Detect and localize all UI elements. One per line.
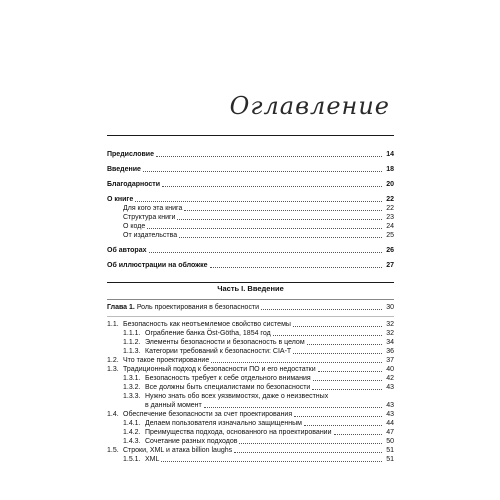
- toc-front-matter: [107, 150, 394, 270]
- toc-entry-acknowledgements[interactable]: [107, 180, 394, 189]
- toc-subsection[interactable]: [107, 428, 394, 437]
- section-title: Обеспечение безопасности за счет проектирования: [123, 411, 293, 418]
- page-title: Оглавление: [229, 92, 390, 120]
- section-title: XML: [145, 456, 160, 463]
- toc-entry-label: О коде: [123, 223, 146, 230]
- toc-subsection[interactable]: [107, 374, 394, 383]
- toc-page-number: 40: [386, 366, 394, 373]
- toc-subsection-wrapped[interactable]: [107, 392, 394, 401]
- toc-entry-label: [107, 410, 292, 419]
- toc-entry-label: Для кого эта книга: [123, 205, 183, 212]
- section-number: 1.1.3.: [123, 348, 141, 355]
- toc-page-number: 32: [386, 330, 394, 337]
- leader-dots: [234, 451, 382, 453]
- leader-dots: [149, 251, 383, 253]
- leader-dots: [239, 442, 382, 444]
- leader-dots: [177, 218, 382, 220]
- section-number: 1.4.1.: [123, 420, 141, 427]
- toc-subsection[interactable]: [107, 437, 394, 446]
- toc-page-number: 43: [386, 411, 394, 418]
- toc-entry-label: [107, 446, 232, 455]
- section-number: 1.2.: [107, 357, 119, 364]
- toc-page-number: 50: [386, 438, 394, 445]
- toc-page-number: 22: [386, 196, 394, 203]
- toc-page-number: 20: [386, 181, 394, 188]
- toc-entry-label: Об авторах: [107, 247, 147, 254]
- leader-dots: [293, 325, 382, 327]
- toc-entry-about-code[interactable]: [107, 222, 394, 231]
- toc-page-number: 18: [386, 166, 394, 173]
- section-rule: [107, 282, 394, 283]
- section-title: Категории требований к безопасности: CIA-T: [145, 348, 292, 355]
- toc-entry-introduction[interactable]: [107, 165, 394, 174]
- section-title: Традиционный подход к безопасности ПО и его недостатки: [123, 366, 316, 373]
- section-title: Нужно знать обо всех уязвимостях, даже о неизвестных: [145, 393, 329, 400]
- section-number: 1.4.3.: [123, 438, 141, 445]
- leader-dots: [143, 170, 382, 172]
- leader-dots: [210, 266, 382, 268]
- toc-section[interactable]: [107, 410, 394, 419]
- section-title: Безопасность как неотъемлемое свойство системы: [123, 321, 291, 328]
- toc-entry-label: [123, 383, 310, 392]
- toc-section[interactable]: [107, 365, 394, 374]
- section-number: 1.3.3.: [123, 393, 141, 400]
- leader-dots: [162, 185, 382, 187]
- leader-dots: [334, 433, 382, 435]
- toc-page-number: 47: [386, 429, 394, 436]
- section-title: Безопасность требует к себе отдельного внимания: [145, 375, 311, 382]
- toc-entry-structure[interactable]: [107, 213, 394, 222]
- leader-dots: [179, 236, 382, 238]
- toc-subsection[interactable]: [107, 329, 394, 338]
- toc-entry-label: [107, 320, 291, 329]
- toc-entry-label: От издательства: [123, 232, 178, 239]
- toc-page-number: 43: [386, 384, 394, 391]
- toc-entry-label: [123, 419, 302, 428]
- section-title: Преимущества подхода, основанного на проектировании: [145, 429, 332, 436]
- toc-page-number: 36: [386, 348, 394, 355]
- toc-entry-publisher[interactable]: [107, 231, 394, 240]
- chapter-title: Роль проектирования в безопасности: [136, 304, 260, 311]
- toc-subsection-continuation[interactable]: [107, 401, 394, 410]
- toc-page-number: 34: [386, 339, 394, 346]
- toc-entry-label: Благодарности: [107, 181, 161, 188]
- section-number: 1.1.2.: [123, 339, 141, 346]
- section-number: 1.4.: [107, 411, 119, 418]
- section-title: Сочетание разных подходов: [145, 438, 238, 445]
- toc-entry-label: [123, 347, 291, 356]
- top-rule: [107, 135, 394, 136]
- toc-entry-about-book[interactable]: [107, 195, 394, 204]
- toc-page-number: 27: [386, 262, 394, 269]
- section-number: 1.3.: [107, 366, 119, 373]
- leader-dots: [184, 209, 382, 211]
- toc-entry-label: [123, 437, 237, 446]
- toc-subsection[interactable]: [107, 338, 394, 347]
- leader-dots: [313, 379, 382, 381]
- toc-entry-audience[interactable]: [107, 204, 394, 213]
- toc-entry-label: Предисловие: [107, 151, 154, 158]
- leader-dots: [261, 308, 382, 310]
- toc-section[interactable]: [107, 356, 394, 365]
- leader-dots: [318, 370, 382, 372]
- leader-dots: [312, 388, 382, 390]
- leader-dots: [147, 227, 382, 229]
- toc-entry-label: [123, 428, 332, 437]
- part-heading: Часть I. Введение: [217, 284, 284, 293]
- toc-entry-label: Структура книги: [123, 214, 176, 221]
- toc-entry-label: [107, 303, 259, 312]
- leader-dots: [307, 343, 382, 345]
- toc-entry-label: [107, 365, 316, 374]
- leader-dots: [156, 155, 382, 157]
- toc-section[interactable]: [107, 320, 394, 329]
- section-number: 1.5.: [107, 447, 119, 454]
- section-title-continued: в данный момент: [145, 402, 202, 409]
- section-number: 1.1.: [107, 321, 119, 328]
- toc-page-number: 51: [386, 456, 394, 463]
- leader-dots: [204, 406, 382, 408]
- toc-page-number: 25: [386, 232, 394, 239]
- section-number: 1.1.1.: [123, 330, 141, 337]
- section-title: Все должны быть специалистами по безопасности: [145, 384, 311, 391]
- toc-part-1: [107, 284, 394, 464]
- toc-entry-preface[interactable]: [107, 150, 394, 159]
- toc-entry-label: [107, 356, 209, 365]
- leader-dots: [294, 415, 382, 417]
- section-title: Делаем пользователя изначально защищенным: [145, 420, 302, 427]
- section-number: 1.4.2.: [123, 429, 141, 436]
- toc-page-number: 42: [386, 375, 394, 382]
- toc-page-number: 32: [386, 321, 394, 328]
- toc-subsection[interactable]: [107, 383, 394, 392]
- toc-entry-label: О книге: [107, 196, 134, 203]
- leader-dots: [293, 352, 382, 354]
- toc-page-number: 23: [386, 214, 394, 221]
- toc-page-number: 14: [386, 151, 394, 158]
- toc-chapter-1[interactable]: [107, 299, 394, 312]
- toc-entry-label: [123, 338, 305, 347]
- toc-page-number: 26: [386, 247, 394, 254]
- toc-subsection[interactable]: [107, 419, 394, 428]
- toc-entry-label: [123, 374, 311, 383]
- toc-subsection[interactable]: [107, 347, 394, 356]
- toc-page-number: 22: [386, 205, 394, 212]
- toc-page-number: 44: [386, 420, 394, 427]
- leader-dots: [135, 200, 382, 202]
- leader-dots: [304, 424, 382, 426]
- toc-entry-label: [123, 329, 271, 338]
- section-number: 1.3.1.: [123, 375, 141, 382]
- toc-entry-authors[interactable]: [107, 246, 394, 255]
- leader-dots: [273, 334, 382, 336]
- section-title: Что такое проектирование: [123, 357, 210, 364]
- toc-entry-label: Об иллюстрации на обложке: [107, 262, 208, 269]
- section-number: 1.3.2.: [123, 384, 141, 391]
- leader-dots: [161, 460, 382, 462]
- chapter-divider: [107, 316, 394, 317]
- chapter-prefix: Глава 1.: [107, 304, 135, 311]
- section-number: 1.5.1.: [123, 456, 141, 463]
- toc-subsection[interactable]: [107, 455, 394, 464]
- toc-entry-label: [123, 455, 159, 464]
- section-title: Элементы безопасности и безопасность в целом: [145, 339, 305, 346]
- toc-page-number: 30: [386, 304, 394, 311]
- section-title: Строки, XML и атака billion laughs: [123, 447, 233, 454]
- toc-page-number: 51: [386, 447, 394, 454]
- toc-section[interactable]: [107, 446, 394, 455]
- toc-page-number: 43: [386, 402, 394, 409]
- toc-entry-label: Введение: [107, 166, 141, 173]
- toc-entry-cover-illustration[interactable]: [107, 261, 394, 270]
- section-title: Ограбление банка Öst-Götha, 1854 год: [145, 330, 271, 337]
- toc-page-number: 24: [386, 223, 394, 230]
- leader-dots: [211, 361, 382, 363]
- toc-page-number: 37: [386, 357, 394, 364]
